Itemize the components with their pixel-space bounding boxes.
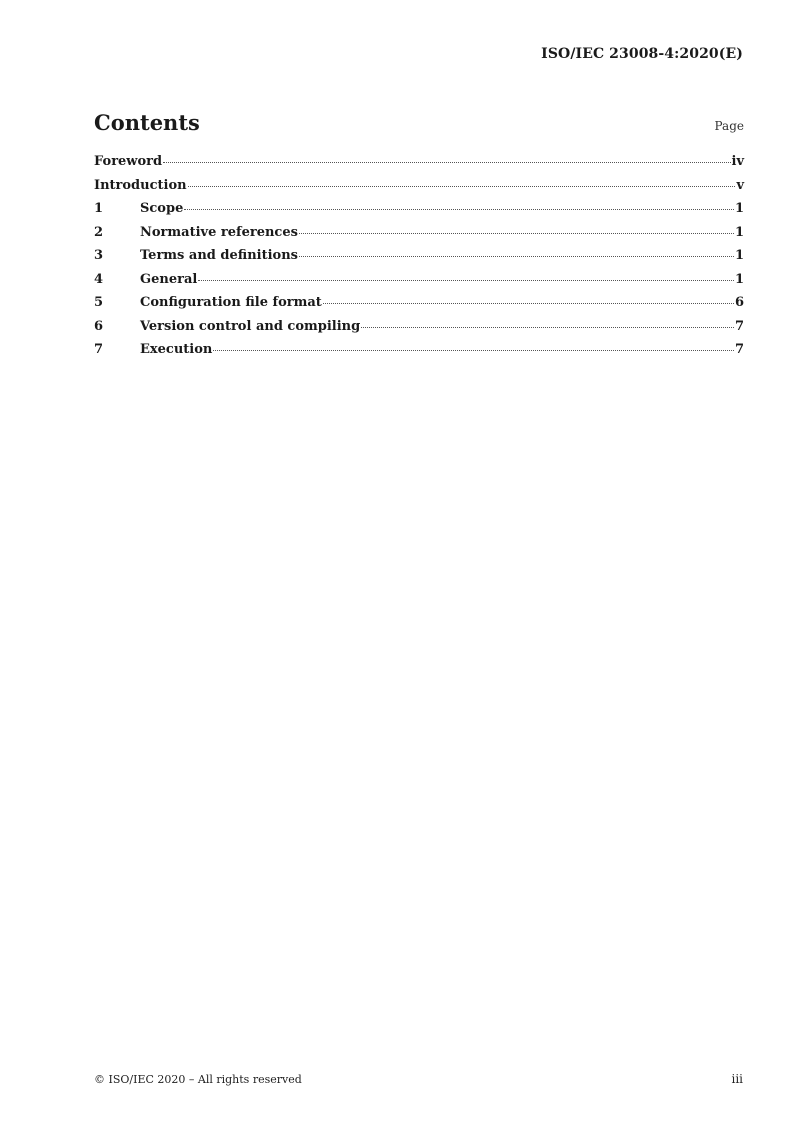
page-column-label: Page — [714, 119, 744, 133]
toc-entry-label: Execution — [140, 342, 213, 357]
toc-entry-scope[interactable] — [94, 201, 744, 225]
toc-entry-label: Normative references — [140, 224, 298, 240]
toc-entry-label: Configuration file format — [140, 295, 322, 310]
contents-title: Contents — [94, 110, 200, 135]
contents-header — [94, 110, 744, 140]
dot-leader — [198, 280, 734, 281]
page-number: iii — [731, 1072, 743, 1086]
toc-entry-configuration-file-format[interactable] — [94, 295, 744, 319]
toc-entry-execution[interactable] — [94, 342, 744, 366]
toc-entry-label: General — [140, 271, 198, 287]
toc-entry-page: iv — [731, 154, 744, 169]
dot-leader — [323, 303, 734, 304]
toc-entry-number: 7 — [94, 342, 104, 357]
toc-entry-version-control-and-compiling[interactable] — [94, 319, 744, 343]
dot-leader — [361, 327, 734, 328]
toc-entry-page: 1 — [734, 248, 744, 263]
toc-entry-label: Introduction — [94, 177, 187, 193]
toc-entry-page: 1 — [734, 271, 744, 287]
dot-leader — [163, 162, 730, 163]
toc-entry-page: 1 — [734, 224, 744, 240]
toc-entry-number: 6 — [94, 318, 104, 334]
toc-entry-terms-and-definitions[interactable] — [94, 248, 744, 272]
toc-entry-number: 4 — [94, 271, 104, 287]
toc-entry-page: 1 — [734, 201, 744, 216]
dot-leader — [213, 350, 734, 351]
toc-entry-label: Scope — [140, 201, 184, 216]
toc-entry-normative-references[interactable] — [94, 225, 744, 249]
toc-entry-page: 7 — [734, 318, 744, 334]
toc-entry-page: 7 — [734, 342, 744, 357]
standard-identifier: ISO/IEC 23008-4:2020(E) — [541, 46, 743, 62]
copyright-notice: © ISO/IEC 2020 – All rights reserved — [94, 1073, 302, 1086]
toc-entry-label: Foreword — [94, 154, 163, 169]
dot-leader — [299, 233, 734, 234]
table-of-contents — [94, 154, 744, 366]
dot-leader — [299, 256, 734, 257]
toc-entry-number: 3 — [94, 248, 104, 263]
toc-entry-page: v — [736, 177, 744, 193]
toc-entry-introduction[interactable] — [94, 178, 744, 202]
toc-entry-number: 1 — [94, 201, 104, 216]
toc-entry-general[interactable] — [94, 272, 744, 296]
toc-entry-number: 2 — [94, 224, 104, 240]
toc-entry-number: 5 — [94, 295, 104, 310]
toc-entry-label: Terms and definitions — [140, 248, 298, 263]
toc-entry-page: 6 — [734, 295, 744, 310]
dot-leader — [184, 209, 734, 210]
dot-leader — [188, 186, 736, 187]
toc-entry-label: Version control and compiling — [140, 318, 361, 334]
toc-entry-foreword[interactable] — [94, 154, 744, 178]
